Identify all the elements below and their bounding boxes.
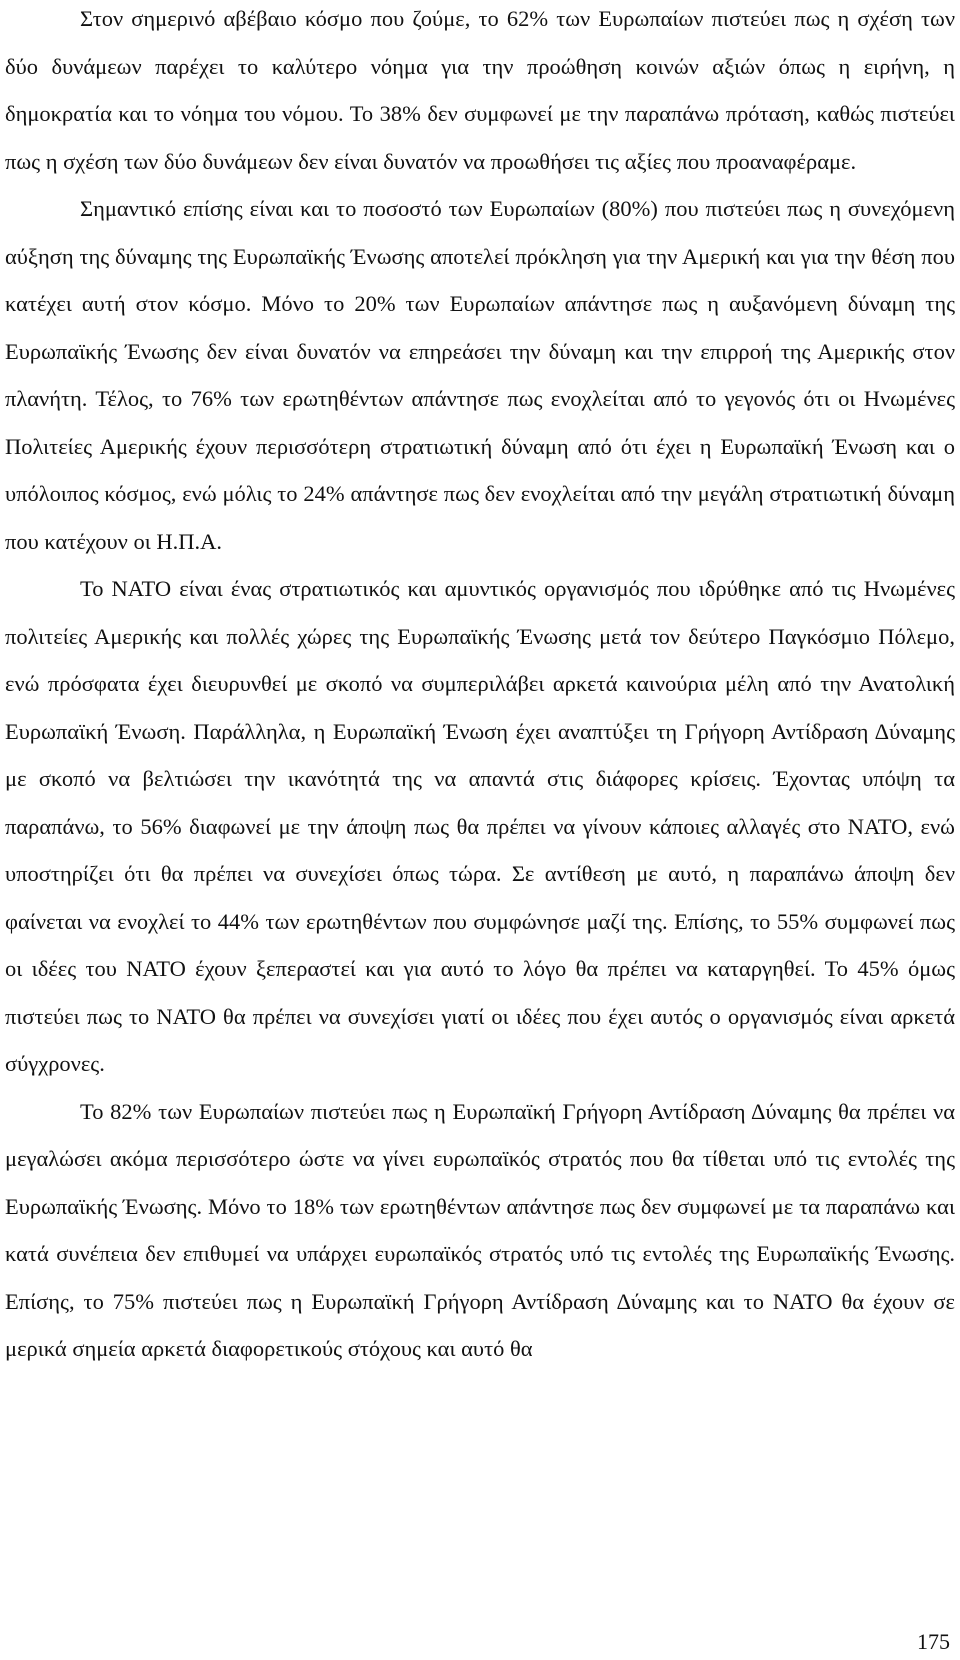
paragraph: Το 82% των Ευρωπαίων πιστεύει πως η Ευρωπαϊκή Γρήγορη Αντίδραση Δύναμης θα πρέπει να μεγαλώσει ακόμα περισσότερο ώστε να γίνει ευρωπαϊκός στρατός που θα τίθεται υπό τις εντολές της Ευρωπαϊκής Ένωσης. Μόνο το 18% των ερωτηθέντων απάντησε πως δεν συμφωνεί με τα παραπάνω και κατά συνέπεια δεν επιθυμεί να υπάρχει ευρωπαϊκός στρατός υπό τις εντολές της Ευρωπαϊκής Ένωσης. Επίσης, το 75% πιστεύει πως η Ευρωπαϊκή Γρήγορη Αντίδραση Δύναμης και το ΝΑΤΟ θα έχουν σε μερικά σημεία αρκετά διαφορετικούς στόχους και αυτό θα (5, 1098, 955, 1361)
document-body (5, 0, 955, 1373)
page-number: 175 (917, 1629, 950, 1654)
paragraph: Το ΝΑΤΟ είναι ένας στρατιωτικός και αμυντικός οργανισμός που ιδρύθηκε από τις Ηνωμένες πολιτείες Αμερικής και πολλές χώρες της Ευρωπαϊκής Ένωσης μετά τον δεύτερο Παγκόσμιο Πόλεμο, ενώ πρόσφατα έχει διευρυνθεί με σκοπό να συμπεριλάβει αρκετά καινούρια μέλη από την Ανατολική Ευρωπαϊκή Ένωση. Παράλληλα, η Ευρωπαϊκή Ένωση έχει αναπτύξει τη Γρήγορη Αντίδραση Δύναμης με σκοπό να βελτιώσει την ικανότητά της να απαντά στις διάφορες κρίσεις. Έχοντας υπόψη τα παραπάνω, το 56% διαφωνεί με την άποψη πως θα πρέπει να γίνουν κάποιες αλλαγές στο ΝΑΤΟ, ενώ υποστηρίζει ότι θα πρέπει να συνεχίσει όπως τώρα. Σε αντίθεση με αυτό, η παραπάνω άποψη δεν φαίνεται να ενοχλεί το 44% των ερωτηθέντων που συμφώνησε μαζί της. Επίσης, το 55% συμφωνεί πως οι ιδέες του ΝΑΤΟ έχουν ξεπεραστεί και για αυτό το λόγο θα πρέπει να καταργηθεί. Το 45% όμως πιστεύει πως το ΝΑΤΟ θα πρέπει να συνεχίσει γιατί οι ιδέες που έχει αυτός ο οργανισμός είναι αρκετά σύγχρονες. (5, 576, 955, 1076)
paragraph: Στον σημερινό αβέβαιο κόσμο που ζούμε, το 62% των Ευρωπαίων πιστεύει πως η σχέση των δύο δυνάμεων παρέχει το καλύτερο νόημα για την προώθηση κοινών αξιών όπως η ειρήνη, η δημοκρατία και το νόημα του νόμου. Το 38% δεν συμφωνεί με την παραπάνω πρόταση, καθώς πιστεύει πως η σχέση των δύο δυνάμεων δεν είναι δυνατόν να προωθήσει τις αξίες που προαναφέραμε. (5, 6, 955, 174)
paragraph: Σημαντικό επίσης είναι και το ποσοστό των Ευρωπαίων (80%) που πιστεύει πως η συνεχόμενη αύξηση της δύναμης της Ευρωπαϊκής Ένωσης αποτελεί πρόκληση για την Αμερική και για την θέση που κατέχει αυτή στον κόσμο. Μόνο το 20% των Ευρωπαίων απάντησε πως η αυξανόμενη δύναμη της Ευρωπαϊκής Ένωσης δεν είναι δυνατόν να επηρεάσει την δύναμη και την επιρροή της Αμερικής στον πλανήτη. Τέλος, το 76% των ερωτηθέντων απάντησε πως ενοχλείται από το γεγονός ότι οι Ηνωμένες Πολιτείες Αμερικής έχουν περισσότερη στρατιωτική δύναμη από ότι έχει η Ευρωπαϊκή Ένωση και ο υπόλοιπος κόσμος, ενώ μόλις το 24% απάντησε πως δεν ενοχλείται από την μεγάλη στρατιωτική δύναμη που κατέχουν οι Η.Π.Α. (5, 196, 955, 554)
document-page (5, 0, 955, 1660)
